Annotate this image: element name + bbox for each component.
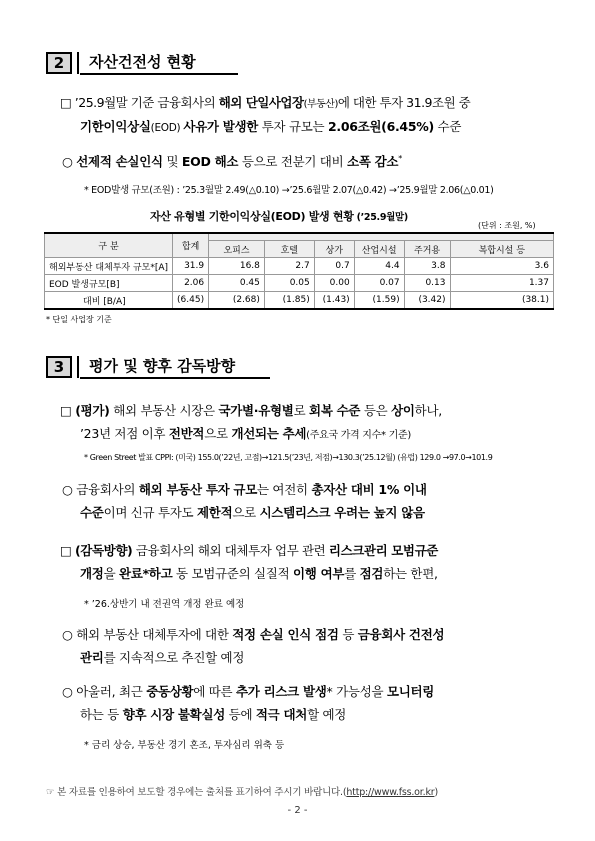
loss-check-line1: ○ 해외 부동산 대체투자에 대한 적정 손실 인식 점검 등 금융회사 건전성 [62,627,445,642]
bullet-eod-line2: 기한이익상실(EOD) 사유가 발생한 투자 규모는 2.06조원(6.45%) 수준 [80,119,462,134]
cell: 0.07 [354,275,404,292]
section-number: 2 [46,52,72,74]
supervision-line1: □ (감독방향) 금융회사의 해외 대체투자 업무 관련 리스크관리 모범규준 [60,543,438,558]
table-row [45,258,554,275]
table-title: 자산 유형별 기한이익상실(EOD) 발생 현황 (’25.9월말) [150,210,408,223]
footer-citation: ☞ 본 자료를 인용하여 보도할 경우에는 출처를 표기하여 주시기 바랍니다.(http://www.fss.or.kr) [46,787,438,798]
cell: (1.43) [314,292,354,310]
table-header-row [45,233,554,241]
cell: 0.00 [314,275,354,292]
cell: 3.8 [404,258,450,275]
row-label: EOD 발생규모[B] [45,275,173,292]
section-divider [77,356,79,378]
bullet-eod-line1: □ ’25.9월말 기준 금융회사의 해외 단일사업장(부동산)에 대한 투자 31.9조원 중 [60,95,471,110]
cell: (1.85) [264,292,314,310]
loss-check-line2: 관리를 지속적으로 추진할 예정 [80,650,245,665]
cell: 0.13 [404,275,450,292]
cell: 0.45 [209,275,265,292]
cell: 4.4 [354,258,404,275]
cell: (6.45) [173,292,209,310]
monitor-line1: ○ 아울러, 최근 중동상황에 따른 추가 리스크 발생* 가능성을 모니터링 [62,684,435,699]
cell: 16.8 [209,258,265,275]
fss-link[interactable]: http://www.fss.or.kr [346,787,435,798]
header-col: 호텔 [264,241,314,258]
table-row [45,292,554,310]
section-divider [77,52,79,74]
monitor-line2: 하는 등 향후 시장 불확실성 등에 적극 대처할 예정 [80,707,347,722]
section-title: 평가 및 향후 감독방향 [89,357,236,375]
cell: 1.37 [450,275,554,292]
cell: (38.1) [450,292,554,310]
cell: 2.7 [264,258,314,275]
cell: (3.42) [404,292,450,310]
note-revision: * ’26.상반기 내 전권역 개정 완료 예정 [84,599,245,610]
page-number: - 2 - [287,805,308,816]
section-underline [80,73,238,75]
header-col: 산업시설 [354,241,404,258]
row-label: 해외부동산 대체투자 규모*[A] [45,258,173,275]
cell: (2.68) [209,292,265,310]
supervision-line2: 개정을 완료*하고 동 모범규준의 실질적 이행 여부를 점검하는 한편, [80,566,438,581]
section-3-header [46,352,235,378]
header-col: 주거용 [404,241,450,258]
cell: 0.7 [314,258,354,275]
cell: 2.06 [173,275,209,292]
section-2-header [46,48,196,74]
cell: 31.9 [173,258,209,275]
section-title: 자산건전성 현황 [89,53,196,71]
row-label: 대비 [B/A] [45,292,173,310]
sub-bullet-eod-decrease: ○ 선제적 손실인식 및 EOD 해소 등으로 전분기 대비 소폭 감소* [62,154,402,170]
cell: 0.05 [264,275,314,292]
eval-line1: □ (평가) 해외 부동산 시장은 국가별·유형별로 회복 수준 등은 상이하나, [60,403,442,418]
header-category: 구 분 [45,233,173,258]
header-total: 합계 [173,233,209,258]
header-col: 상가 [314,241,354,258]
table-footnote: * 단일 사업장 기준 [46,315,112,324]
header-col: 오피스 [209,241,265,258]
eod-table [44,232,554,310]
cell: (1.59) [354,292,404,310]
invest-line1: ○ 금융회사의 해외 부동산 투자 규모는 여전히 총자산 대비 1% 이내 [62,482,427,497]
table-unit: (단위 : 조원, %) [478,221,536,230]
table-row [45,275,554,292]
note-cppi: * Green Street 발표 CPPI: (미국) 155.0(’22년, 고점)→121.5(’23년, 저점)→130.3(’25.12월) (유럽) 129.0 →97.0→101.9 [84,453,493,462]
invest-line2: 수준이며 신규 투자도 제한적으로 시스템리스크 우려는 높지 않음 [80,505,425,520]
eval-line2: ’23년 저점 이후 전반적으로 개선되는 추세(주요국 가격 지수* 기준) [80,426,411,441]
note-eod-trend: * EOD발생 규모(조원) : ’25.3월말 2.49(△0.10) →’25.6월말 2.07(△0.42) →’25.9월말 2.06(△0.01) [84,185,494,196]
section-number: 3 [46,356,72,378]
cell: 3.6 [450,258,554,275]
header-col: 복합시설 등 [450,241,554,258]
note-risk: * 금리 상승, 부동산 경기 혼조, 투자심리 위축 등 [84,740,285,751]
section-underline [80,377,270,379]
